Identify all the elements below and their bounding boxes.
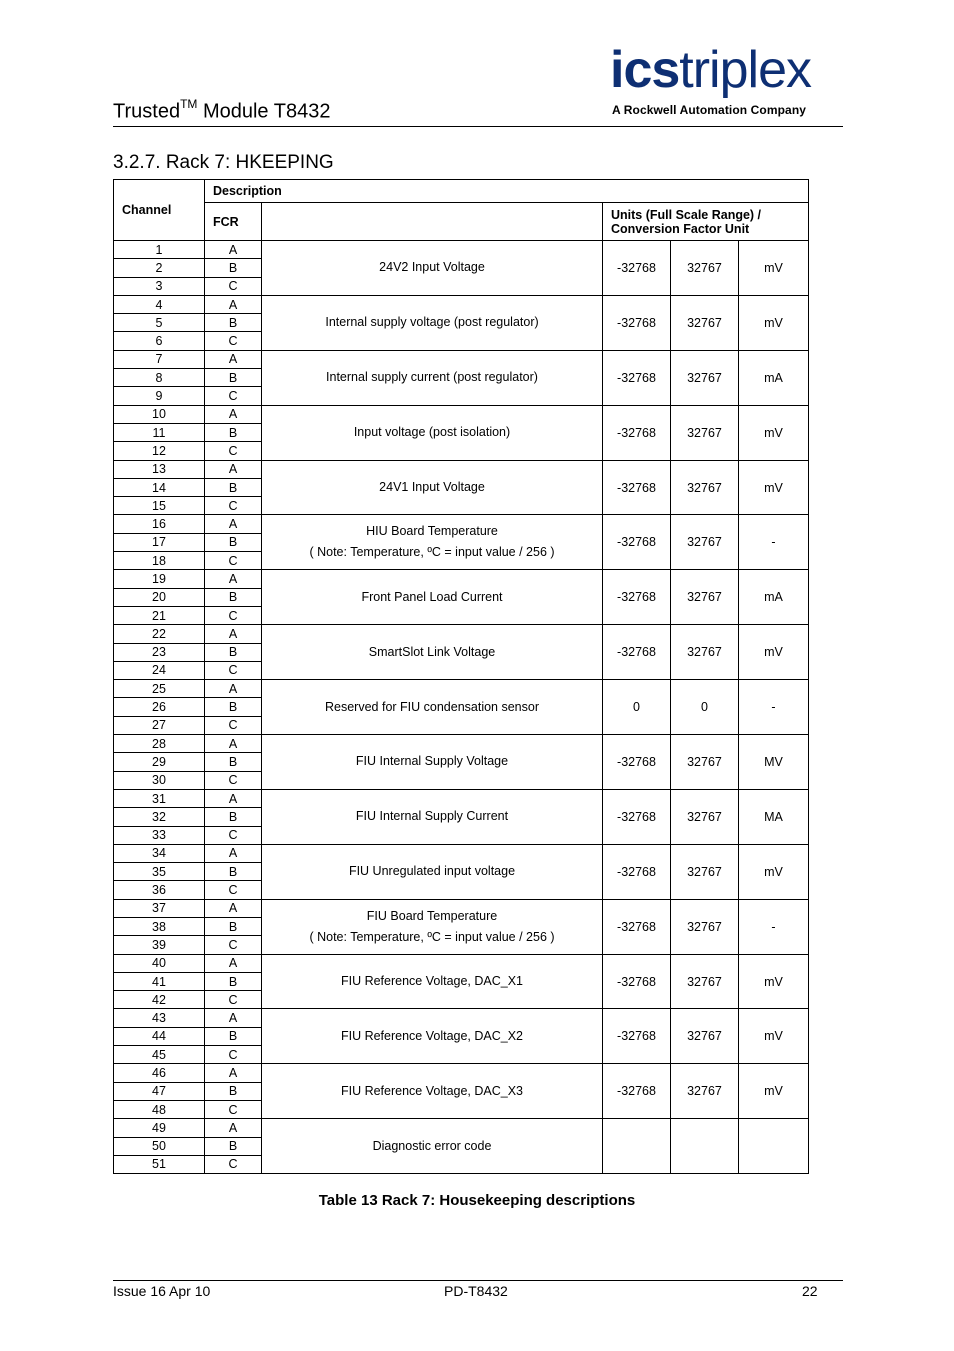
range-max-cell: 32767 (671, 350, 739, 405)
channel-cell: 38 (114, 917, 205, 935)
range-max-cell: 32767 (671, 515, 739, 570)
range-min-cell: -32768 (603, 954, 671, 1009)
channel-cell: 27 (114, 716, 205, 734)
channel-cell: 33 (114, 826, 205, 844)
fcr-cell: A (205, 570, 262, 588)
range-min-cell: -32768 (603, 350, 671, 405)
unit-cell: - (739, 515, 809, 570)
table-row (114, 899, 809, 917)
channel-cell: 45 (114, 1046, 205, 1064)
channel-cell: 40 (114, 954, 205, 972)
logo-tagline: A Rockwell Automation Company (612, 103, 807, 117)
range-min-cell: -32768 (603, 735, 671, 790)
fcr-cell: C (205, 1046, 262, 1064)
range-max-cell: 32767 (671, 789, 739, 844)
header-channel: Channel (114, 180, 205, 241)
fcr-cell: C (205, 552, 262, 570)
channel-cell: 5 (114, 314, 205, 332)
channel-cell: 6 (114, 332, 205, 350)
description-cell: FIU Reference Voltage, DAC_X3 (262, 1064, 603, 1119)
channel-cell: 9 (114, 387, 205, 405)
unit-cell: MV (739, 735, 809, 790)
range-min-cell: -32768 (603, 625, 671, 680)
range-min-cell: -32768 (603, 844, 671, 899)
range-max-cell: 32767 (671, 241, 739, 296)
description-cell: FIU Internal Supply Current (262, 789, 603, 844)
unit-cell: mV (739, 1064, 809, 1119)
table-row (114, 241, 809, 259)
channel-cell: 31 (114, 789, 205, 807)
unit-cell (739, 1119, 809, 1174)
fcr-cell: B (205, 753, 262, 771)
unit-cell: mV (739, 954, 809, 1009)
channel-cell: 36 (114, 881, 205, 899)
channel-cell: 15 (114, 497, 205, 515)
table-row (114, 295, 809, 313)
fcr-cell: A (205, 899, 262, 917)
range-min-cell: -32768 (603, 460, 671, 515)
fcr-cell: A (205, 680, 262, 698)
fcr-cell: C (205, 497, 262, 515)
unit-cell: mV (739, 625, 809, 680)
unit-cell: mA (739, 570, 809, 625)
fcr-cell: B (205, 808, 262, 826)
fcr-cell: C (205, 606, 262, 624)
description-cell: Internal supply voltage (post regulator) (262, 295, 603, 350)
range-min-cell: -32768 (603, 789, 671, 844)
fcr-cell: C (205, 826, 262, 844)
range-max-cell: 32767 (671, 1064, 739, 1119)
header-divider (113, 126, 843, 127)
fcr-cell: C (205, 387, 262, 405)
fcr-cell: A (205, 241, 262, 259)
fcr-cell: B (205, 314, 262, 332)
header-fcr: FCR (205, 203, 262, 241)
channel-cell: 25 (114, 680, 205, 698)
range-min-cell: -32768 (603, 570, 671, 625)
channel-cell: 10 (114, 405, 205, 423)
description-cell: SmartSlot Link Voltage (262, 625, 603, 680)
housekeeping-table (113, 179, 809, 1174)
fcr-cell: B (205, 863, 262, 881)
fcr-cell: B (205, 369, 262, 387)
fcr-cell: A (205, 1009, 262, 1027)
range-min-cell: -32768 (603, 899, 671, 954)
description-cell: 24V1 Input Voltage (262, 460, 603, 515)
unit-cell: mV (739, 405, 809, 460)
table-row (114, 405, 809, 423)
channel-cell: 51 (114, 1155, 205, 1173)
description-cell: Diagnostic error code (262, 1119, 603, 1174)
description-cell: Reserved for FIU condensation sensor (262, 680, 603, 735)
fcr-cell: C (205, 1100, 262, 1118)
fcr-cell: A (205, 460, 262, 478)
fcr-cell: C (205, 661, 262, 679)
fcr-cell: C (205, 277, 262, 295)
fcr-cell: A (205, 1119, 262, 1137)
fcr-cell: A (205, 1064, 262, 1082)
range-max-cell (671, 1119, 739, 1174)
fcr-cell: B (205, 643, 262, 661)
channel-cell: 29 (114, 753, 205, 771)
table-row (114, 1009, 809, 1027)
fcr-cell: C (205, 771, 262, 789)
header-units: Units (Full Scale Range) / Conversion Factor Unit (603, 203, 809, 241)
footer-page-number: 22 (802, 1283, 818, 1299)
range-min-cell (603, 1119, 671, 1174)
unit-cell: mV (739, 241, 809, 296)
header-description: Description (205, 180, 809, 203)
description-cell: Internal supply current (post regulator) (262, 350, 603, 405)
unit-cell: mV (739, 460, 809, 515)
channel-cell: 2 (114, 259, 205, 277)
channel-cell: 48 (114, 1100, 205, 1118)
channel-cell: 20 (114, 588, 205, 606)
channel-cell: 28 (114, 735, 205, 753)
fcr-cell: A (205, 405, 262, 423)
table-row (114, 1064, 809, 1082)
channel-cell: 47 (114, 1082, 205, 1100)
fcr-cell: B (205, 917, 262, 935)
table-row (114, 844, 809, 862)
fcr-cell: A (205, 954, 262, 972)
channel-cell: 32 (114, 808, 205, 826)
fcr-cell: C (205, 442, 262, 460)
channel-cell: 30 (114, 771, 205, 789)
fcr-cell: B (205, 1137, 262, 1155)
footer-issue: Issue 16 Apr 10 (113, 1283, 211, 1299)
fcr-cell: B (205, 478, 262, 496)
unit-cell: MA (739, 789, 809, 844)
channel-cell: 21 (114, 606, 205, 624)
channel-cell: 42 (114, 991, 205, 1009)
fcr-cell: A (205, 735, 262, 753)
channel-cell: 24 (114, 661, 205, 679)
channel-cell: 8 (114, 369, 205, 387)
fcr-cell: A (205, 515, 262, 533)
range-min-cell: -32768 (603, 1009, 671, 1064)
fcr-cell: B (205, 588, 262, 606)
channel-cell: 17 (114, 533, 205, 551)
description-cell: HIU Board Temperature ( Note: Temperature, ºC = input value / 256 ) (262, 515, 603, 570)
range-max-cell: 32767 (671, 570, 739, 625)
channel-cell: 12 (114, 442, 205, 460)
unit-cell: - (739, 680, 809, 735)
channel-cell: 18 (114, 552, 205, 570)
channel-cell: 46 (114, 1064, 205, 1082)
channel-cell: 26 (114, 698, 205, 716)
fcr-cell: A (205, 295, 262, 313)
range-min-cell: 0 (603, 680, 671, 735)
section-heading: 3.2.7. Rack 7: HKEEPING (113, 152, 334, 173)
fcr-cell: C (205, 332, 262, 350)
table-row (114, 954, 809, 972)
table-row (114, 350, 809, 368)
range-max-cell: 32767 (671, 625, 739, 680)
channel-cell: 37 (114, 899, 205, 917)
channel-cell: 7 (114, 350, 205, 368)
range-min-cell: -32768 (603, 515, 671, 570)
range-max-cell: 32767 (671, 735, 739, 790)
channel-cell: 43 (114, 1009, 205, 1027)
channel-cell: 11 (114, 423, 205, 441)
description-cell: FIU Reference Voltage, DAC_X2 (262, 1009, 603, 1064)
table-row (114, 515, 809, 533)
document-title: Trusted™ Module T8432 (113, 97, 331, 123)
channel-cell: 16 (114, 515, 205, 533)
description-cell: FIU Internal Supply Voltage (262, 735, 603, 790)
footer-divider (113, 1280, 843, 1281)
channel-cell: 44 (114, 1027, 205, 1045)
channel-cell: 49 (114, 1119, 205, 1137)
description-cell: FIU Board Temperature ( Note: Temperature, ºC = input value / 256 ) (262, 899, 603, 954)
fcr-cell: A (205, 625, 262, 643)
fcr-cell: C (205, 1155, 262, 1173)
channel-cell: 19 (114, 570, 205, 588)
table-caption: Table 13 Rack 7: Housekeeping descriptions (318, 1192, 636, 1209)
channel-cell: 41 (114, 972, 205, 990)
table-row (114, 625, 809, 643)
table-row (114, 460, 809, 478)
fcr-cell: B (205, 259, 262, 277)
range-max-cell: 32767 (671, 460, 739, 515)
fcr-cell: B (205, 972, 262, 990)
range-min-cell: -32768 (603, 241, 671, 296)
range-max-cell: 32767 (671, 954, 739, 1009)
unit-cell: - (739, 899, 809, 954)
fcr-cell: C (205, 716, 262, 734)
channel-cell: 34 (114, 844, 205, 862)
description-cell: FIU Reference Voltage, DAC_X1 (262, 954, 603, 1009)
fcr-cell: C (205, 881, 262, 899)
range-max-cell: 32767 (671, 405, 739, 460)
channel-cell: 39 (114, 936, 205, 954)
table-row (114, 735, 809, 753)
channel-cell: 3 (114, 277, 205, 295)
table-row (114, 570, 809, 588)
table-row (114, 680, 809, 698)
channel-cell: 50 (114, 1137, 205, 1155)
channel-cell: 23 (114, 643, 205, 661)
channel-cell: 14 (114, 478, 205, 496)
description-cell: Input voltage (post isolation) (262, 405, 603, 460)
unit-cell: mV (739, 295, 809, 350)
fcr-cell: A (205, 789, 262, 807)
range-max-cell: 0 (671, 680, 739, 735)
description-cell: Front Panel Load Current (262, 570, 603, 625)
channel-cell: 4 (114, 295, 205, 313)
table-row (114, 1119, 809, 1137)
range-max-cell: 32767 (671, 295, 739, 350)
table-row (114, 789, 809, 807)
description-cell: FIU Unregulated input voltage (262, 844, 603, 899)
fcr-cell: B (205, 1027, 262, 1045)
fcr-cell: C (205, 936, 262, 954)
ics-triplex-logo: icstriplex A Rockwell Automation Company (610, 41, 812, 117)
fcr-cell: B (205, 533, 262, 551)
range-max-cell: 32767 (671, 844, 739, 899)
unit-cell: mV (739, 1009, 809, 1064)
channel-cell: 35 (114, 863, 205, 881)
unit-cell: mV (739, 844, 809, 899)
fcr-cell: A (205, 350, 262, 368)
channel-cell: 1 (114, 241, 205, 259)
fcr-cell: C (205, 991, 262, 1009)
range-min-cell: -32768 (603, 1064, 671, 1119)
fcr-cell: B (205, 423, 262, 441)
range-max-cell: 32767 (671, 899, 739, 954)
fcr-cell: B (205, 1082, 262, 1100)
description-cell: 24V2 Input Voltage (262, 241, 603, 296)
channel-cell: 13 (114, 460, 205, 478)
range-max-cell: 32767 (671, 1009, 739, 1064)
fcr-cell: A (205, 844, 262, 862)
fcr-cell: B (205, 698, 262, 716)
unit-cell: mA (739, 350, 809, 405)
range-min-cell: -32768 (603, 295, 671, 350)
footer-doc-id: PD-T8432 (444, 1283, 508, 1299)
channel-cell: 22 (114, 625, 205, 643)
range-min-cell: -32768 (603, 405, 671, 460)
trademark-sup: TM (180, 97, 198, 111)
